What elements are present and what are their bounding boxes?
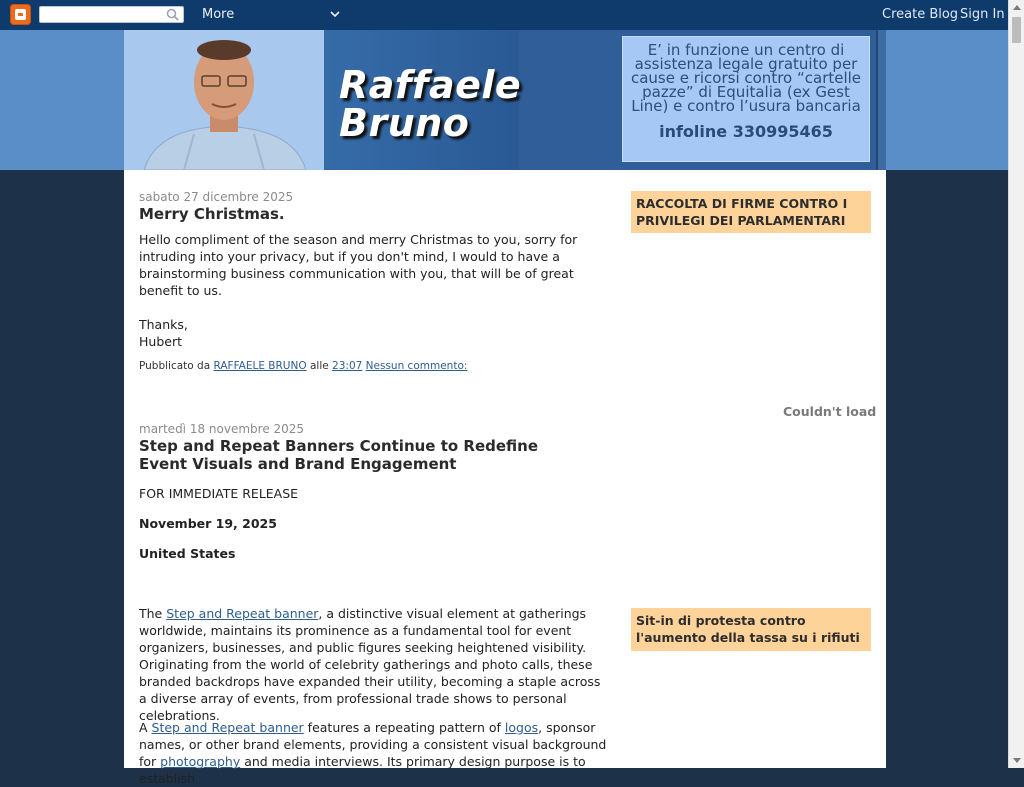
text: , a distinctive visual element at gatherings worldwide, maintains its prominence as a fundamental tool for event organizers, businesses, and public figures seeking heightened visibility. Originating from the world of celebrity gatherings and photo calls, these branded backdrops have expanded their utility, becoming a staple across a diverse array of events, from professional trade shows to personal celebrations.	[139, 606, 601, 723]
blog-header[interactable]	[124, 30, 886, 170]
post-paragraph	[139, 719, 607, 787]
text: features a repeating pattern of	[303, 720, 505, 735]
post-date: sabato 27 dicembre 2025	[139, 190, 294, 204]
scroll-down-icon[interactable]	[1013, 758, 1021, 763]
sidebar-petition-box[interactable]: RACCOLTA DI FIRME CONTRO I PRIVILEGI DEI PARLAMENTARI	[631, 191, 871, 233]
scrollbar[interactable]	[1008, 0, 1024, 768]
comments-link[interactable]: Nessun commento:	[365, 360, 468, 372]
text: The	[139, 606, 167, 621]
sign-in-link[interactable]: Sign In	[960, 7, 1005, 22]
author-photo	[124, 30, 324, 170]
post-paragraph	[139, 605, 607, 724]
main-content	[124, 170, 886, 786]
sidebar-protest-box[interactable]: Sit-in di protesta contro l'aumento della tassa su i rifiuti	[631, 608, 871, 651]
blog-title-line2: Bruno	[339, 101, 470, 145]
text: , sponsor names, or other brand elements, providing a consistent visual background for	[139, 720, 607, 769]
post-title[interactable]: Merry Christmas.	[139, 205, 285, 223]
post-footer	[139, 360, 467, 372]
press-release-label: FOR IMMEDIATE RELEASE	[139, 486, 299, 501]
notice-text: E’ in funzione un centro di assistenza legale gratuito per cause e ricorsi contro “cartelle pazze” di Equitalia (ex Gest Line) e contro l’usura bancaria	[630, 41, 862, 115]
press-release-location: United States	[139, 546, 236, 561]
header-edge	[876, 30, 886, 170]
step-repeat-banner-link[interactable]: Step and Repeat banner	[151, 720, 304, 735]
post-signature: Hubert	[139, 334, 182, 349]
blogger-navbar	[0, 0, 1008, 30]
search-input[interactable]	[39, 6, 184, 23]
create-blog-link[interactable]: Create Blog	[882, 7, 959, 22]
search-icon[interactable]	[166, 8, 179, 21]
post-signoff: Thanks,	[139, 317, 188, 332]
post-title[interactable]: Step and Repeat Banners Continue to Redefine Event Visuals and Brand Engagement	[139, 437, 539, 473]
scroll-thumb[interactable]	[1012, 17, 1021, 43]
infoline: infoline 330995465	[659, 122, 833, 141]
blog-title[interactable]	[339, 63, 522, 145]
logos-link[interactable]: logos	[504, 720, 539, 735]
author-link[interactable]: RAFFAELE BRUNO	[213, 360, 307, 372]
text: and media interviews. Its primary design purpose is to establish	[139, 754, 586, 786]
scroll-up-icon[interactable]	[1013, 5, 1021, 10]
post-time-link[interactable]: 23:07	[332, 360, 363, 372]
blogger-logo-icon[interactable]	[10, 4, 31, 25]
post-paragraph: Hello compliment of the season and merry Christmas to you, sorry for intruding into your privacy, but if you don't mind, I would to have a brainstorming business communication with you, that will be of great benefit to us.	[139, 232, 578, 298]
text: A	[139, 720, 152, 735]
gadget-error: Couldn't load	[783, 404, 877, 419]
post-body	[139, 231, 584, 350]
post-date: martedì 18 novembre 2025	[139, 422, 305, 436]
more-menu[interactable]: More	[202, 7, 235, 22]
step-repeat-banner-link[interactable]: Step and Repeat banner	[166, 606, 319, 621]
published-by-label: Pubblicato da	[139, 360, 211, 372]
photography-link[interactable]: photography	[160, 754, 241, 769]
legal-assistance-notice	[622, 36, 870, 162]
blog-title-line1: Raffaele	[339, 63, 522, 107]
chevron-down-icon[interactable]	[329, 8, 341, 20]
at-label: alle	[309, 360, 329, 372]
portrait-image	[124, 30, 324, 170]
press-release-date: November 19, 2025	[139, 516, 277, 531]
